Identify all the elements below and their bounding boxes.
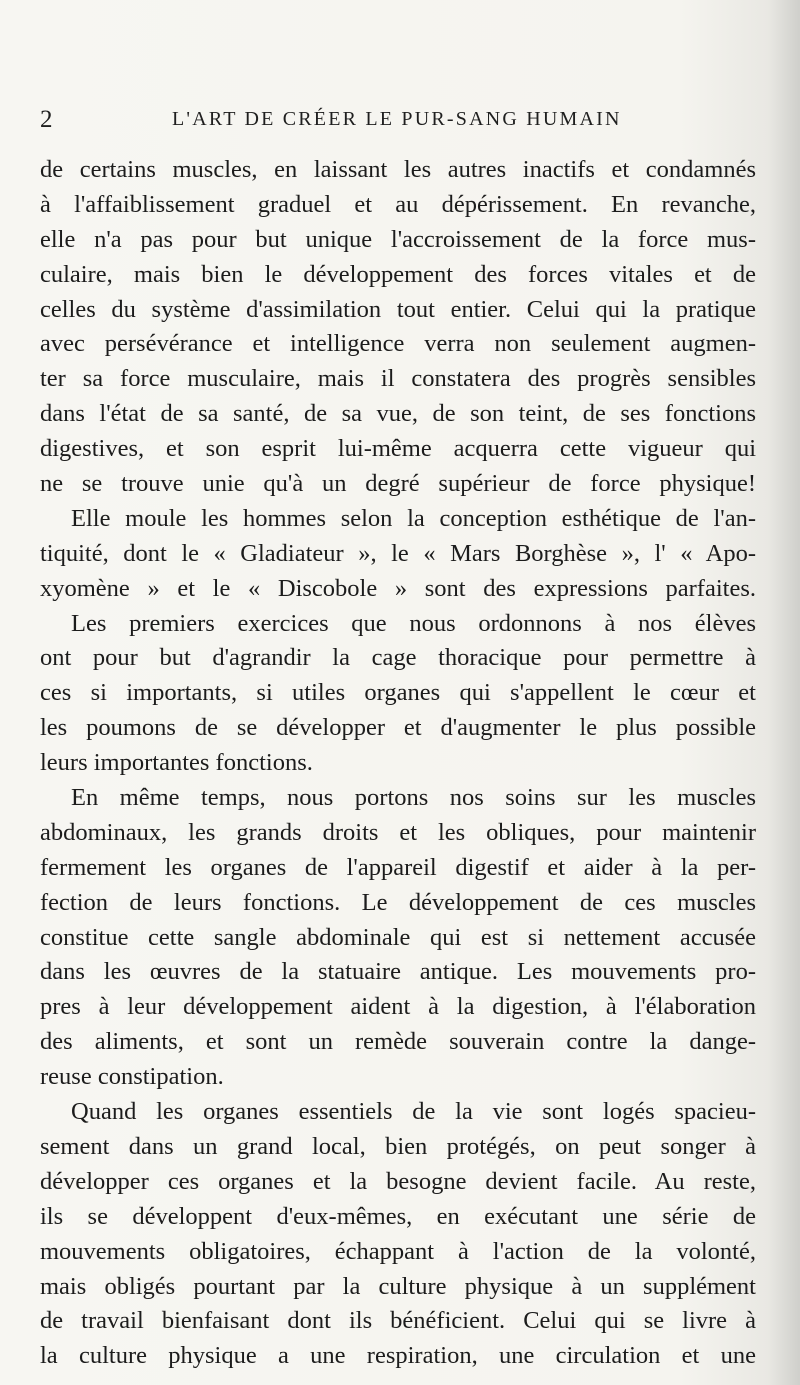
text-line: constitue cette sangle abdominale qui est si nettement accusée [40, 923, 756, 951]
text-line: mais obligés pourtant par la culture physique à un supplément [40, 1272, 756, 1300]
text-line: abdominaux, les grands droits et les obliques, pour maintenir [40, 818, 756, 846]
text-line: développer ces organes et la besogne devient facile. Au reste, [40, 1167, 756, 1195]
text-line: ne se trouve unie qu'à un degré supérieur de force physique! [40, 470, 756, 498]
text-line: reuse constipation. [40, 1063, 224, 1091]
text-line: mouvements obligatoires, échappant à l'action de la volonté, [40, 1237, 756, 1265]
text-line: des aliments, et sont un remède souverain contre la dange- [40, 1028, 756, 1056]
text-line: de certains muscles, en laissant les autres inactifs et condamnés [40, 156, 756, 183]
text-line: pres à leur développement aident à la digestion, à l'élaboration [40, 993, 756, 1021]
text-line: sement dans un grand local, bien protégés, on peut songer à [40, 1132, 756, 1160]
text-line: ils se développent d'eux-mêmes, en exécutant une série de [40, 1202, 756, 1230]
body-text [40, 153, 756, 1374]
text-line: Quand les organes essentiels de la vie sont logés spacieu- [71, 1098, 756, 1126]
running-title: L'ART DE CRÉER LE PUR-SANG HUMAIN [172, 108, 622, 130]
text-line: elle n'a pas pour but unique l'accroissement de la force mus- [40, 225, 756, 253]
text-line: fection de leurs fonctions. Le développement de ces muscles [40, 888, 756, 916]
text-line: de travail bienfaisant dont ils bénéficient. Celui qui se livre à [40, 1307, 756, 1335]
text-line: la culture physique a une respiration, une circulation et une [40, 1342, 756, 1370]
text-line: celles du système d'assimilation tout entier. Celui qui la pratique [40, 295, 756, 323]
text-line: dans les œuvres de la statuaire antique. Les mouvements pro- [40, 958, 756, 986]
text-line: Les premiers exercices que nous ordonnons à nos élèves [71, 609, 756, 637]
text-line: En même temps, nous portons nos soins sur les muscles [71, 784, 756, 812]
text-line: Elle moule les hommes selon la conception esthétique de l'an- [71, 504, 756, 532]
text-line: xyomène » et le « Discobole » sont des expressions parfaites. [40, 574, 756, 602]
page-number: 2 [40, 106, 53, 133]
text-line: dans l'état de sa santé, de sa vue, de son teint, de ses fonctions [40, 400, 756, 428]
text-line: ont pour but d'agrandir la cage thoracique pour permettre à [40, 644, 756, 672]
text-line: leurs importantes fonctions. [40, 749, 313, 777]
text-line: avec persévérance et intelligence verra non seulement augmen- [40, 330, 756, 358]
text-line: tiquité, dont le « Gladiateur », le « Mars Borghèse », l' « Apo- [40, 539, 756, 567]
text-line: ter sa force musculaire, mais il constatera des progrès sensibles [40, 365, 756, 393]
text-line: culaire, mais bien le développement des forces vitales et de [40, 260, 756, 288]
page-header [40, 106, 760, 140]
text-line: à l'affaiblissement graduel et au dépérissement. En revanche, [40, 190, 756, 218]
text-line: digestives, et son esprit lui-même acquerra cette vigueur qui [40, 435, 756, 463]
text-line: fermement les organes de l'appareil digestif et aider à la per- [40, 853, 756, 881]
text-line: les poumons de se développer et d'augmenter le plus possible [40, 714, 756, 742]
text-line: ces si importants, si utiles organes qui s'appellent le cœur et [40, 679, 756, 707]
